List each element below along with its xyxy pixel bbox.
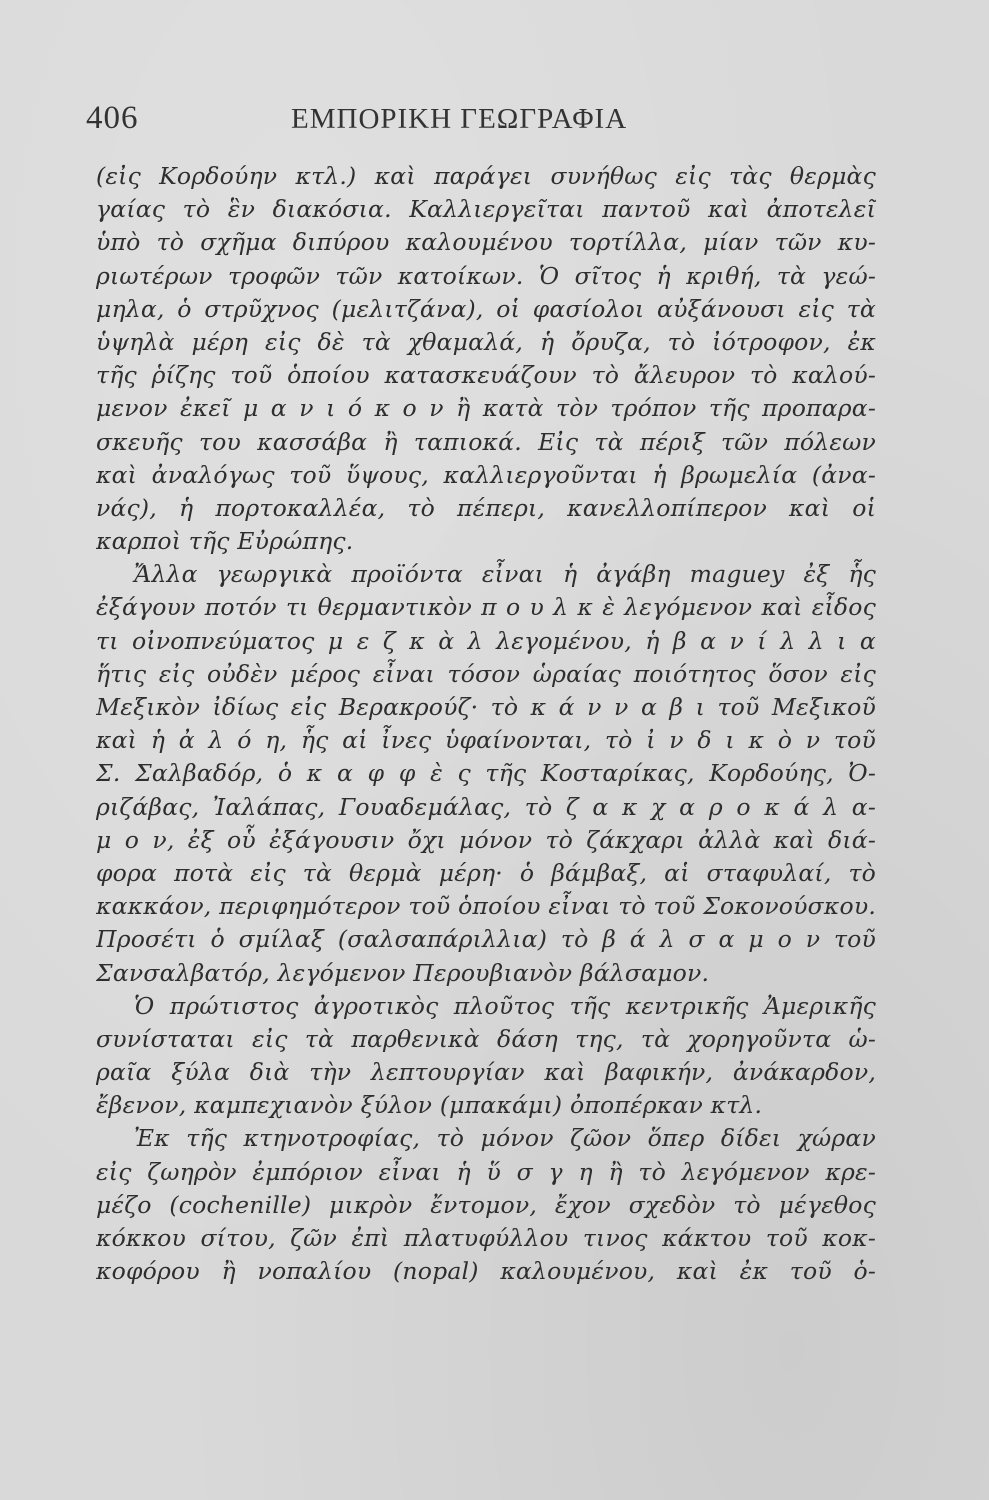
text-line: (εἰς Κορδούην κτλ.) καὶ παράγει συνήθως εἰς τὰς θερμὰς — [96, 162, 876, 190]
text-line: κακκάον, περιφημότερον τοῦ ὁποίου εἶναι τὸ τοῦ Σοκονούσκου. — [96, 892, 876, 921]
text-line: κοφόρου ἢ νοπαλίου (nopal) καλουμένου, καὶ ἐκ τοῦ ὁ- — [96, 1257, 876, 1286]
text-line: μέζο (cochenille) μικρὸν ἔντομον, ἔχον σχεδὸν τὸ μέγεθος — [96, 1190, 876, 1219]
text-line: σκευῆς του κασσάβα ἢ ταπιοκά. Εἰς τὰ πέριξ τῶν πόλεων — [96, 427, 876, 456]
text-line: κόκκου σίτου, ζῶν ἐπὶ πλατυφύλλου τινος κάκτου τοῦ κοκ- — [96, 1224, 876, 1252]
page-number: 406 — [86, 100, 139, 136]
text-line: Σ. Σαλβαδόρ, ὁ κ α φ φ ὲ ς τῆς Κοσταρίκας, Κορδούης, Ὀ- — [96, 759, 876, 788]
running-title: ΕΜΠΟΡΙΚΗ ΓΕΩΓΡΑΦΙΑ — [291, 103, 628, 135]
text-line: φορα ποτὰ εἰς τὰ θερμὰ μέρη· ὁ βάμβαξ, αἱ σταφυλαί, τὸ — [96, 858, 876, 887]
text-line: μενον ἐκεῖ μ α ν ι ό κ ο ν ἢ κατὰ τὸν τρόπον τῆς προπαρα- — [96, 394, 876, 423]
text-line: μ ο ν, ἐξ οὗ ἐξάγουσιν ὄχι μόνον τὸ ζάκχαρι ἀλλὰ καὶ διά- — [96, 825, 876, 854]
text-line: ἥτις εἰς οὐδὲν μέρος εἶναι τόσον ὡραίας ποιότητος ὅσον εἰς — [96, 659, 876, 688]
text-line: καὶ ἡ ἀ λ ό η, ἧς αἱ ἶνες ὑφαίνονται, τὸ ἰ ν δ ι κ ὸ ν τοῦ — [96, 726, 876, 755]
text-line: ραῖα ξύλα διὰ τὴν λεπτουργίαν καὶ βαφικήν, ἀνάκαρδον, — [96, 1058, 876, 1087]
text-line: ὑπὸ τὸ σχῆμα διπύρου καλουμένου τορτίλλα, μίαν τῶν κυ- — [96, 228, 876, 257]
text-line: ριζάβας, Ἰαλάπας, Γουαδεμάλας, τὸ ζ α κ χ α ρ ο κ ά λ α- — [96, 792, 876, 821]
paragraph-start-line: Ἄλλα γεωργικὰ προϊόντα εἶναι ἡ ἀγάβη maguey ἐξ ἧς — [134, 560, 876, 589]
text-line: γαίας τὸ ἓν διακόσια. Καλλιεργεῖται παντοῦ καὶ ἀποτελεῖ — [96, 195, 876, 224]
paragraph-start-line: Ὁ πρώτιστος ἀγροτικὸς πλοῦτος τῆς κεντρικῆς Ἀμερικῆς — [134, 991, 876, 1020]
text-line: καρποὶ τῆς Εὐρώπης. — [96, 527, 354, 556]
body-text — [96, 160, 876, 1288]
text-line: Μεξικὸν ἰδίως εἰς Βερακρούζ· τὸ κ ά ν ν α β ι τοῦ Μεξικοῦ — [96, 693, 876, 721]
text-line: ριωτέρων τροφῶν τῶν κατοίκων. Ὁ σῖτος ἡ κριθή, τὰ γεώ- — [96, 261, 876, 290]
text-line: συνίσταται εἰς τὰ παρθενικὰ δάση της, τὰ χορηγοῦντα ὡ- — [96, 1024, 876, 1053]
text-line: τι οἰνοπνεύματος μ ε ζ κ ὰ λ λεγομένου, ἡ β α ν ί λ λ ι α — [96, 626, 876, 655]
text-line: εἰς ζωηρὸν ἐμπόριον εἶναι ἡ ὕ σ γ η ἢ τὸ λεγόμενον κρε- — [96, 1157, 876, 1186]
text-line: ἔβενον, καμπεχιανὸν ξύλον (μπακάμι) ὀποπέρκαν κτλ. — [96, 1091, 763, 1120]
text-line: μηλα, ὁ στρῦχνος (μελιτζάνα), οἱ φασίολοι αὐξάνουσι εἰς τὰ — [96, 294, 876, 323]
text-line: Σανσαλβατόρ, λεγόμενον Περουβιανὸν βάλσαμον. — [96, 958, 710, 987]
paragraph-start-line: Ἐκ τῆς κτηνοτροφίας, τὸ μόνον ζῶον ὅπερ δίδει χώραν — [134, 1124, 876, 1153]
text-line: ὑψηλὰ μέρη εἰς δὲ τὰ χθαμαλά, ἡ ὄρυζα, τὸ ἰότροφον, ἐκ — [96, 327, 876, 356]
text-line: Προσέτι ὁ σμίλαξ (σαλσαπάριλλια) τὸ β ά λ σ α μ ο ν τοῦ — [96, 925, 876, 954]
text-line: καὶ ἀναλόγως τοῦ ὕψους, καλλιεργοῦνται ἡ βρωμελία (ἀνα- — [96, 460, 876, 489]
text-line: τῆς ῥίζης τοῦ ὁποίου κατασκευάζουν τὸ ἄλευρον τὸ καλού- — [96, 361, 876, 390]
page-header — [86, 100, 846, 144]
text-line: ἐξάγουν ποτόν τι θερμαντικὸν π ο υ λ κ ὲ λεγόμενον καὶ εἶδος — [96, 593, 876, 622]
text-line: νάς), ἡ πορτοκαλλέα, τὸ πέπερι, κανελλοπίπερον καὶ οἱ — [96, 493, 876, 522]
